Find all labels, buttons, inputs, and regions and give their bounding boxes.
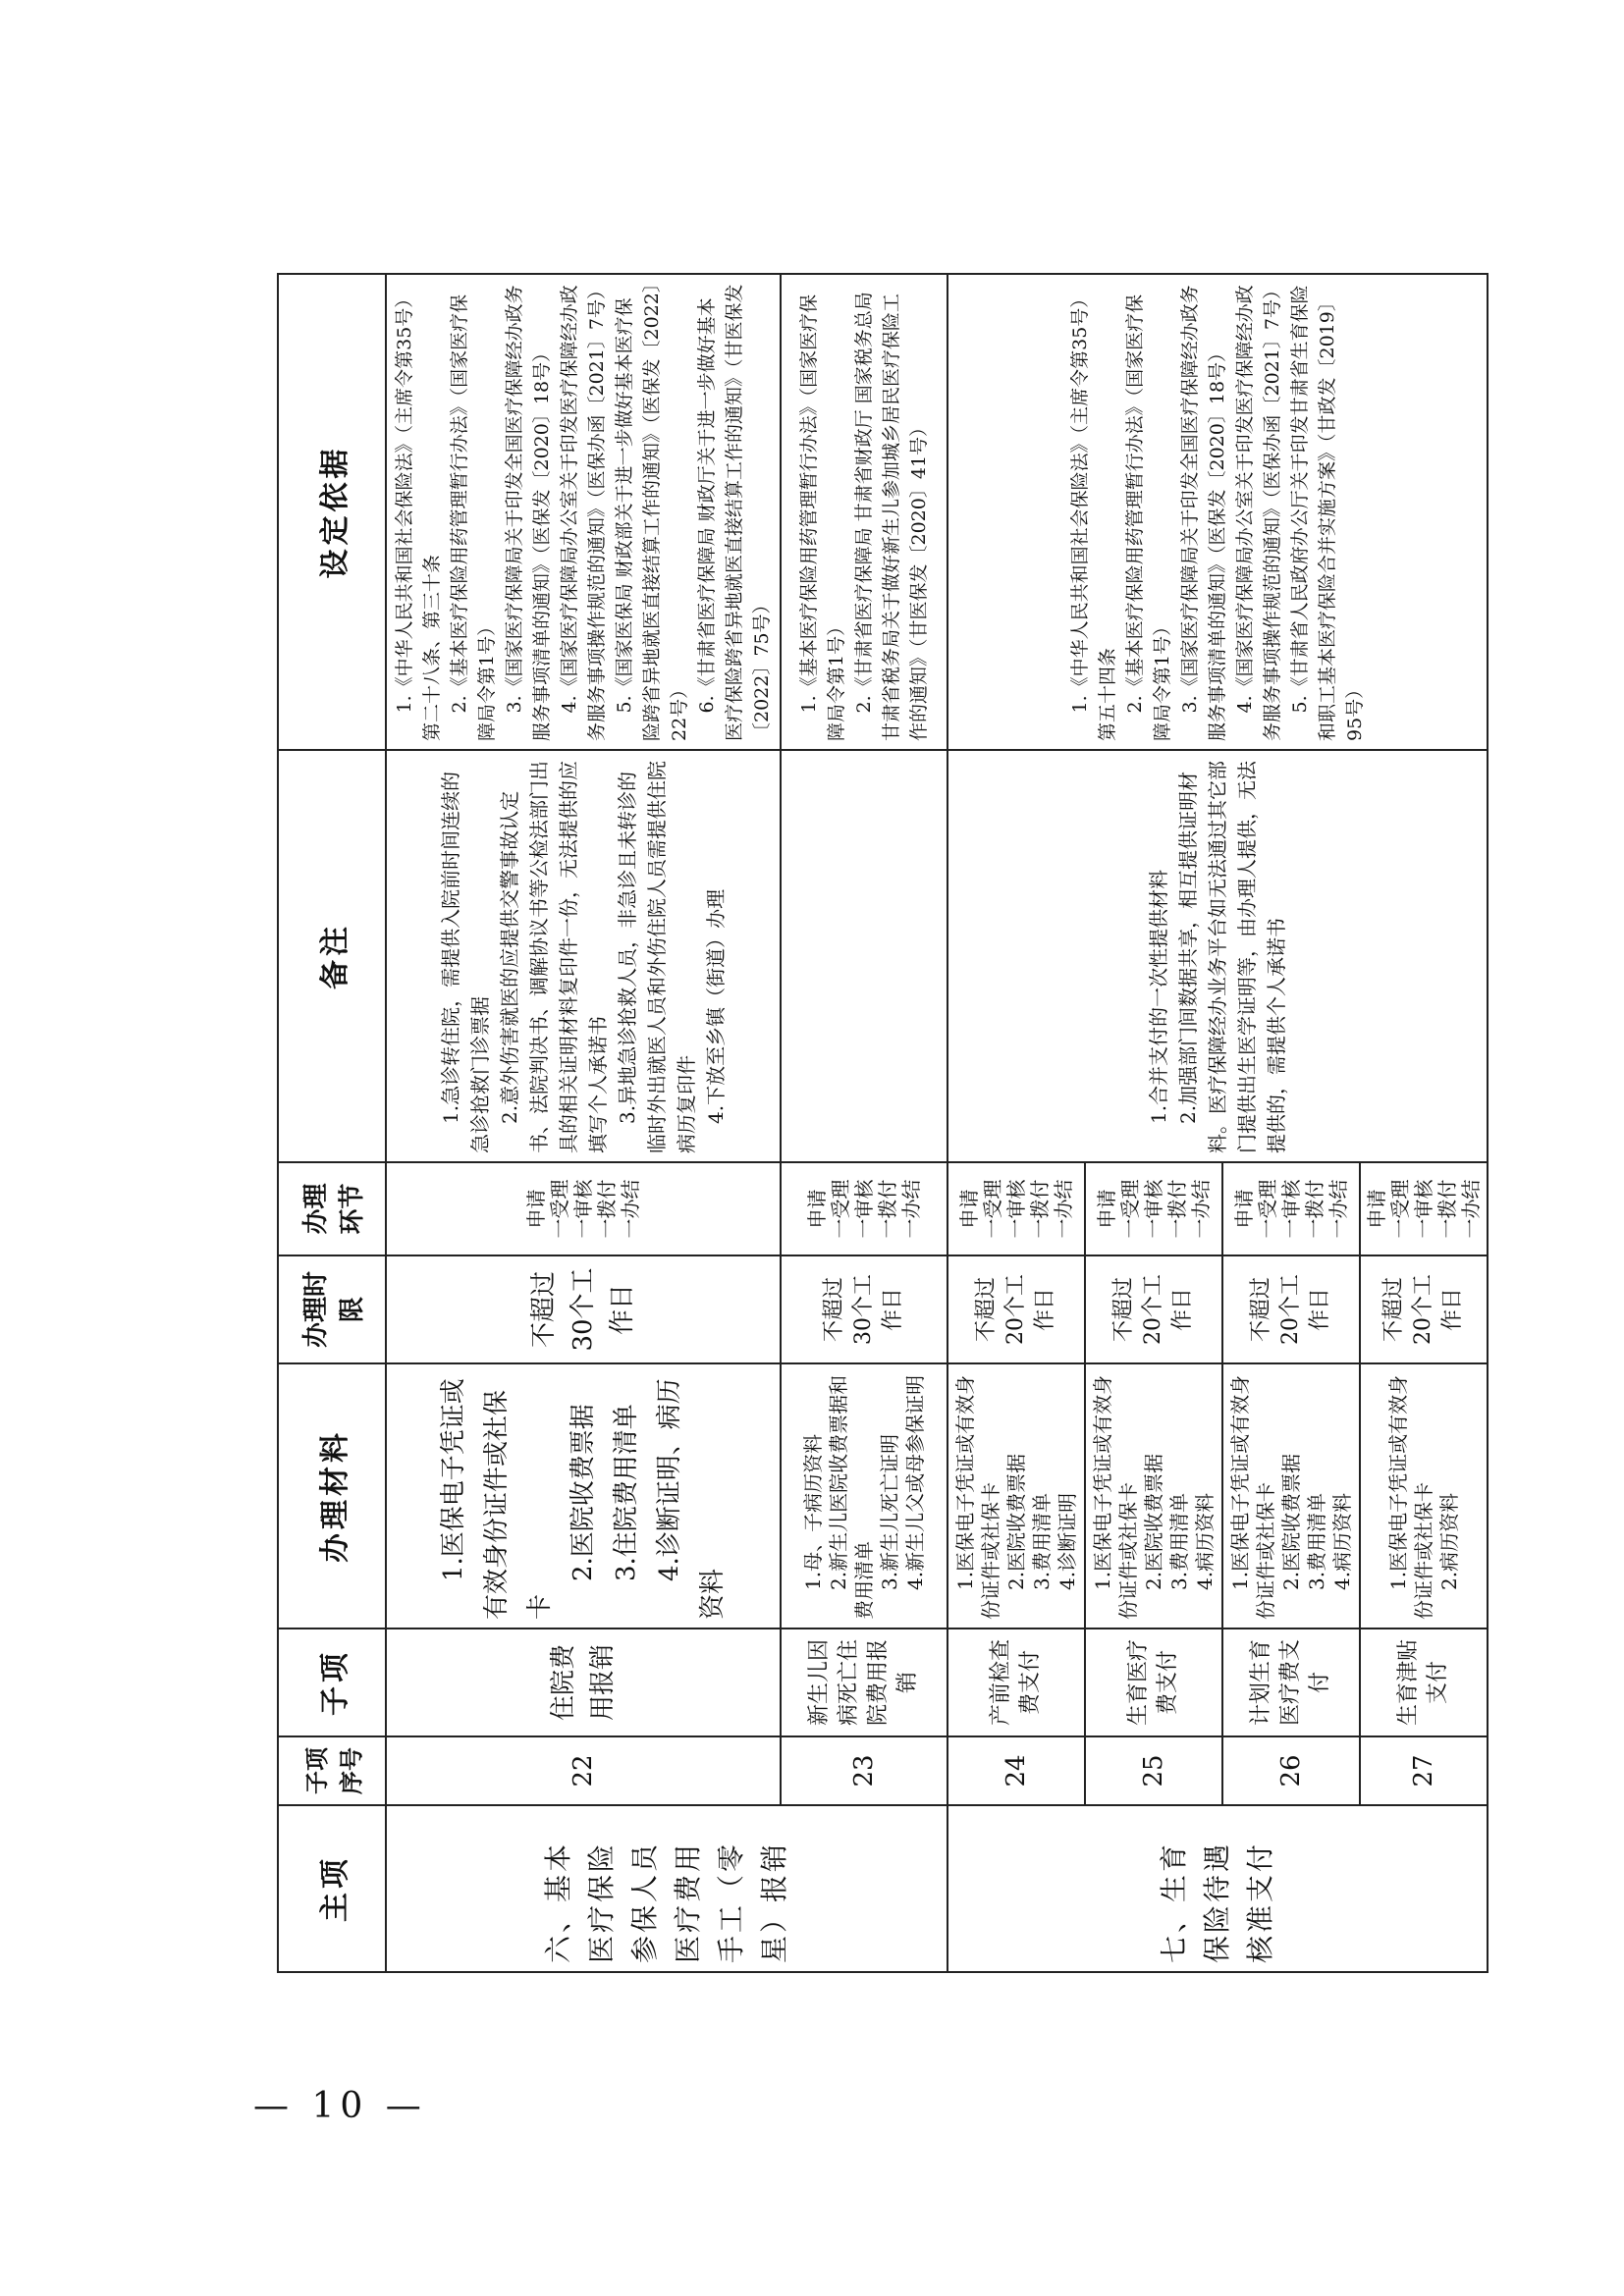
- main-item-6: 六、基本医疗保险参保人员医疗费用手工（零星）报销: [386, 1805, 947, 1972]
- seq-cell: 22: [386, 1736, 781, 1805]
- material-line: 1.医保电子凭证或有效身份证件或社保卡: [1091, 1374, 1140, 1620]
- table-header-row: [278, 274, 386, 1972]
- step-line: 一办结: [899, 1179, 923, 1239]
- table-row: [386, 274, 781, 1972]
- time-limit-cell: 不超过20个工作日: [1085, 1255, 1222, 1363]
- material-line: 3.住院费用清单: [612, 1404, 641, 1581]
- note-line: 3.异地急诊抢救人员，非急诊且未转诊的临时外出就医人员和外伤住院人员需提供住院病历复印件: [616, 761, 698, 1153]
- steps-cell: [1360, 1162, 1488, 1255]
- basis-line: 5.《国家医保局 财政部关于进一步做好基本医疗保险跨省异地就医直接结算工作的通知》（医保发〔2022〕22号）: [614, 283, 690, 741]
- steps-cell: [781, 1162, 947, 1255]
- time-limit-cell: 不超过30个工作日: [781, 1255, 947, 1363]
- step-line: 一受理: [1256, 1179, 1279, 1239]
- step-line: 一办结: [1459, 1179, 1483, 1239]
- steps-cell: [386, 1162, 781, 1255]
- material-line: 4.诊断证明: [1056, 1492, 1079, 1590]
- sub-item-cell: 生育医疗费支付: [1085, 1629, 1222, 1736]
- step-line: 一受理: [1388, 1179, 1412, 1239]
- time-limit-cell: 不超过30个工作日: [386, 1255, 781, 1363]
- steps-cell: [947, 1162, 1085, 1255]
- time-limit-cell: 不超过20个工作日: [947, 1255, 1085, 1363]
- basis-line: 5.《甘肃省人民政府办公厅关于印发甘肃省生育保险和职工基本医疗保险合并实施方案》（甘政发〔2019〕95号）: [1289, 285, 1366, 741]
- step-line: 申请: [805, 1189, 829, 1229]
- main-item-7: 七、生育保险待遇核准支付: [947, 1805, 1488, 1972]
- materials-cell: [947, 1363, 1085, 1629]
- header-materials: 办理材料: [278, 1363, 386, 1629]
- material-line: 4.诊断证明、病历资料: [655, 1378, 728, 1620]
- sub-item-cell: 新生儿因病死亡住院费用报销: [781, 1629, 947, 1736]
- notes-cell: [386, 750, 781, 1162]
- step-line: 申请: [957, 1189, 981, 1229]
- material-line: 4.病历资料: [1330, 1492, 1354, 1590]
- material-line: 1.医保电子凭证或有效身份证件或社保卡: [953, 1374, 1002, 1620]
- step-line: 一拨付: [1165, 1179, 1189, 1239]
- notes-cell-empty: [781, 750, 947, 1162]
- notes-cell: [947, 750, 1488, 1162]
- sub-item-cell: 生育津贴支付: [1360, 1629, 1488, 1736]
- step-line: 一审核: [1412, 1179, 1435, 1239]
- basis-line: 3.《国家医疗保障局关于印发全国医疗保障经办政务服务事项清单的通知》（医保发〔2020〕18号）: [504, 285, 553, 741]
- time-limit-cell: 不超过20个工作日: [1222, 1255, 1360, 1363]
- material-line: 1.母、子病历资料: [801, 1433, 825, 1590]
- basis-cell: [947, 274, 1488, 750]
- note-line: 1.急诊转住院，需提供入院前时间连续的急诊抢救门诊票据: [439, 771, 492, 1153]
- material-line: 2.医院收费票据: [1004, 1453, 1028, 1590]
- page-number: — 10 —: [253, 2086, 427, 2126]
- step-line: 一办结: [1326, 1179, 1350, 1239]
- header-basis: 设定依据: [278, 274, 386, 750]
- material-line: 4.病历资料: [1193, 1492, 1217, 1590]
- material-line: 2.医院收费票据: [1279, 1453, 1303, 1590]
- seq-cell: 24: [947, 1736, 1085, 1805]
- material-line: 4.新生儿父或母参保证明: [903, 1374, 927, 1590]
- note-line: 2.意外伤害就医的应提供交警事故认定书、法院判决书、调解协议书等公检法部门出具的相关证明材料复印件一份，无法提供的应填写个人承诺书: [498, 761, 610, 1153]
- material-line: 2.新生儿医院收费票据和费用清单: [827, 1374, 876, 1620]
- step-line: 一审核: [1004, 1179, 1028, 1239]
- header-steps: 办理环节: [278, 1162, 386, 1255]
- basis-line: 1.《中华人民共和国社会保险法》（主席令第35号）第二十八条、第三十条: [394, 289, 443, 741]
- material-line: 3.新生儿死亡证明: [878, 1433, 901, 1590]
- note-line: 1.合并支付的一次性提供材料: [1147, 869, 1170, 1124]
- step-line: 一受理: [981, 1179, 1004, 1239]
- step-line: 一办结: [1052, 1179, 1075, 1239]
- materials-cell: [386, 1363, 781, 1629]
- service-items-table: [277, 273, 1489, 1973]
- step-line: 一审核: [571, 1179, 595, 1239]
- materials-cell: [1085, 1363, 1222, 1629]
- basis-cell: [386, 274, 781, 750]
- basis-line: 4.《国家医疗保障局办公室关于印发医疗保障经办政务服务事项操作规范的通知》（医保办函〔2021〕7号）: [559, 281, 608, 741]
- rotated-table-sheet: [277, 275, 1483, 1973]
- materials-cell: [781, 1363, 947, 1629]
- step-line: 申请: [524, 1189, 548, 1229]
- basis-line: 6.《甘肃省医疗保障局 财政厅关于进一步做好基本医疗保险跨省异地就医直接结算工作的通知》（甘医保发〔2022〕75号）: [696, 284, 773, 741]
- seq-cell: 27: [1360, 1736, 1488, 1805]
- time-limit-cell: 不超过20个工作日: [1360, 1255, 1488, 1363]
- step-line: 一受理: [548, 1179, 571, 1239]
- step-line: 一办结: [1189, 1179, 1213, 1239]
- header-seq: 子项序号: [278, 1736, 386, 1805]
- header-time-limit: 办理时限: [278, 1255, 386, 1363]
- step-line: 一审核: [1279, 1179, 1303, 1239]
- material-line: 2.医院收费票据: [1142, 1453, 1165, 1590]
- step-line: 一办结: [619, 1179, 642, 1239]
- materials-cell: [1222, 1363, 1360, 1629]
- material-line: 3.费用清单: [1305, 1492, 1328, 1590]
- table-row: [947, 274, 1085, 1972]
- step-line: 一拨付: [1303, 1179, 1326, 1239]
- seq-cell: 26: [1222, 1736, 1360, 1805]
- step-line: 一拨付: [595, 1179, 619, 1239]
- basis-line: 2.《基本医疗保险用药管理暂行办法》（国家医疗保障局令第1号）: [449, 294, 498, 741]
- table-row: [781, 274, 947, 1972]
- basis-line: 1.《基本医疗保险用药管理暂行办法》（国家医疗保障局令第1号）: [798, 294, 847, 741]
- sub-item-cell: 产前检查费支付: [947, 1629, 1085, 1736]
- header-main: 主项: [278, 1805, 386, 1972]
- sub-item-cell: 住院费用报销: [386, 1629, 781, 1736]
- step-line: 一受理: [1118, 1179, 1142, 1239]
- note-line: 2.加强部门间数据共享，相互提供证明材料。医疗保障经办业务平台如无法通过其它部门提供出生医学证明等，由办理人提供，无法提供的，需提供个人承诺书: [1176, 761, 1288, 1153]
- material-line: 1.医保电子凭证或有效身份证件或社保卡: [1228, 1374, 1277, 1620]
- note-line: 4.下放至乡镇（街道）办理: [704, 888, 728, 1124]
- step-line: 申请: [1365, 1189, 1388, 1229]
- step-line: 一拨付: [1028, 1179, 1052, 1239]
- material-line: 1.医保电子凭证或有效身份证件或社保卡: [439, 1378, 555, 1620]
- step-line: 一受理: [829, 1179, 852, 1239]
- header-sub: 子项: [278, 1629, 386, 1736]
- material-line: 1.医保电子凭证或有效身份证件或社保卡: [1386, 1374, 1435, 1620]
- step-line: 一审核: [852, 1179, 876, 1239]
- step-line: 一审核: [1142, 1179, 1165, 1239]
- material-line: 2.医院收费票据: [568, 1404, 598, 1581]
- basis-cell: [781, 274, 947, 750]
- seq-cell: 23: [781, 1736, 947, 1805]
- steps-cell: [1085, 1162, 1222, 1255]
- basis-line: 2.《甘肃省医疗保障局 甘肃省财政厅 国家税务总局甘肃省税务局关于做好新生儿参加城乡居民医疗保险工作的通知》（甘医保发〔2020〕41号）: [853, 292, 930, 741]
- header-notes: 备注: [278, 750, 386, 1162]
- basis-line: 3.《国家医疗保障局关于印发全国医疗保障经办政务服务事项清单的通知》（医保发〔2020〕18号）: [1179, 285, 1228, 741]
- material-line: 3.费用清单: [1030, 1492, 1054, 1590]
- step-line: 一拨付: [1435, 1179, 1459, 1239]
- basis-line: 4.《国家医疗保障局办公室关于印发医疗保障经办政务服务事项操作规范的通知》（医保办函〔2021〕7号）: [1234, 281, 1283, 741]
- material-line: 2.病历资料: [1437, 1492, 1461, 1590]
- material-line: 3.费用清单: [1167, 1492, 1191, 1590]
- step-line: 申请: [1095, 1189, 1118, 1229]
- basis-line: 1.《中华人民共和国社会保险法》（主席令第35号）第五十四条: [1069, 289, 1118, 741]
- step-line: 一拨付: [876, 1179, 899, 1239]
- basis-line: 2.《基本医疗保险用药管理暂行办法》（国家医疗保障局令第1号）: [1124, 294, 1173, 741]
- seq-cell: 25: [1085, 1736, 1222, 1805]
- steps-cell: [1222, 1162, 1360, 1255]
- sub-item-cell: 计划生育医疗费支付: [1222, 1629, 1360, 1736]
- materials-cell: [1360, 1363, 1488, 1629]
- step-line: 申请: [1232, 1189, 1256, 1229]
